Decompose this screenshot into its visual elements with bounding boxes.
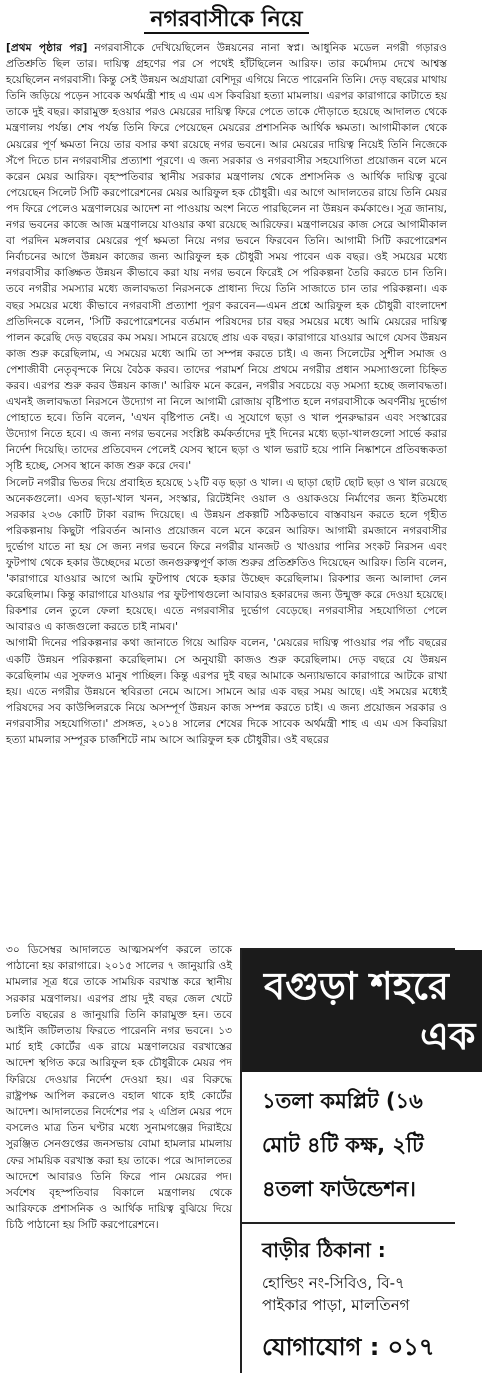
ad-title-line-1: বগুড়া শহরে [264,964,449,1008]
article-headline [0,2,453,38]
ad-divider [242,1222,455,1224]
ad-address-line-1: হোল্ডিং নং-সিবিও, বি-৭ [262,1274,405,1292]
ad-detail-line-1: ১তলা কমপ্লিট (১৬ [262,1089,423,1113]
column-paragraph: ৩০ ডিসেম্বর আদালতে আত্মসমর্পণ করলে তাকে পাঠানো হয় কারাগারে। ২০১৫ সালের ৭ জানুয়ারি ওই মামলার সূত্র ধরে তাকে সাময়িক বরখাস্ত করে স্থানীয় সরকার মন্ত্রণালয়। এরপর প্রায় দুই বছর জেল খেটে চলতি বছরের ৪ জানুয়ারি তিনি কারামুক্ত হন। তবে আইনি জটিলতায় ফিরতে পারেননি নগর ভবনে। ১৩ মার্চ হাই কোর্টের এক রায়ে মন্ত্রণালয়ের বরখাস্তের আদেশ স্থগিত করে আরিফুল হক চৌধুরীকে মেয়র পদ ফিরিয়ে দেওয়ার নির্দেশ দেওয়া হয়। এর বিরুদ্ধে রাষ্ট্রপক্ষ আপিল করলেও বহাল থাকে হাই কোর্টের আদেশ। আদালতের নির্দেশের পর ২ এপ্রিল মেয়র পদে বসলেও মাত্র তিন ঘণ্টার মধ্যে সুনামগঞ্জের দিরাইয়ে সুরঞ্জিত সেনগুপ্তের জনসভায় বোমা হামলার মামলায় ফের সাময়িক বরখাস্ত করা হয় তাকে। পরে আদালতের আদেশে আবারও তিনি ফিরে পান মেয়রের পদ। সর্বশেষ বৃহস্পতিবার বিকালে মন্ত্রণালয় থেকে আরিফকে প্রশাসনিক ও আর্থিক দায়িত্ব বুঝিয়ে দিয়ে চিঠি পাঠানো হয় সিটি করপোরেশনে। [6,944,232,1232]
ad-detail-line-2: মোট ৪টি কক্ষ, ২টি [262,1133,424,1157]
headline-text: নগরবাসীকে নিয়ে [144,7,308,34]
article-column-continuation [6,942,232,1367]
lead-paragraph [6,40,447,475]
paragraph-3: আগামী দিনের পরিকল্পনার কথা জানাতে গিয়ে আরিফ বলেন, 'মেয়রের দায়িত্ব পাওয়ার পর পাঁচ বছরের একটি উন্নয়ন পরিকল্পনা করেছিলাম। সে অনুযায়ী কাজও শুরু করেছিলাম। দেড় বছরে যে উন্নয়ন করেছিলাম এর সুফলও মানুষ পাচ্ছিল। কিন্তু এরপর দুই বছর আমাকে অন্যায়ভাবে কারাগারে আটকে রাখা হয়। এতে নগরীর উন্নয়নে স্থবিরতা নেমে আসে। সামনে আর এক বছর সময় আছে। এই সময়ের মধ্যেই পরিষদের সব কাউন্সিলরকে নিয়ে অসম্পূর্ণ উন্নয়ন কাজ সম্পন্ন করতে চাই। এ জন্য প্রয়োজন সরকার ও নগরবাসীর সহযোগিতা।' প্রসঙ্গত, ২০১৪ সালের শেষের দিকে সাবেক অর্থমন্ত্রী শাহ এ এম এস কিবরিয়া হত্যা মামলার সম্পূরক চার্জশিটে নাম আসে আরিফুল হক চৌধুরীর। ওই বছরের [6,637,447,747]
ad-header-banner [242,950,482,1072]
ad-address-label: বাড়ীর ঠিকানা : [262,1238,386,1262]
ad-address-line-2: পাইকার পাড়া, মালতিনগ [262,1296,410,1314]
paragraph-2: সিলেট নগরীর ভিতর দিয়ে প্রবাহিত হয়েছে ১২টি বড় ছড়া ও খাল। এ ছাড়া ছোট ছোট ছড়া ও খাল রয়েছে অনেকগুলো। এসব ছড়া-খাল খনন, সংস্কার, রিটেইনিং ওয়াল ও ওয়াকওয়ে নির্মাণের জন্য ইতিমধ্যে সরকার ২৩৬ কোটি টাকা বরাদ্দ দিয়েছে। এ উন্নয়ন প্রকল্পটি সঠিকভাবে বাস্তবায়ন করতে হলে গৃহীত পরিকল্পনায় কিছুটা পরিবর্তন আনাও প্রয়োজন বলে মনে করেন আরিফ। আগামী রমজানে নগরবাসীর দুর্ভোগ যাতে না হয় সে জন্য নগর ভবনে ফিরে নগরীর যানজট ও খাওয়ার পানির সংকট নিরসন এবং ফুটপাথ থেকে হকার উচ্ছেদের মতো জনগুরুত্বপূর্ণ কাজ শুরুর প্রতিশ্রুতিও দিয়েছেন আরিফ। তিনি বলেন, 'কারাগারে যাওয়ার আগে আমি ফুটপাথ থেকে হকার উচ্ছেদ করেছিলাম। রিকশার জন্য আলাদা লেন করেছিলাম। কিন্তু কারাগারে যাওয়ার পর ফুটপাথগুলো আবারও হকারদের জন্য উন্মুক্ত করে দেওয়া হয়েছে। রিকশার লেন তুলে ফেলা হয়েছে। এতে নগরবাসীর দুর্ভোগ বেড়েছে। নগরবাসীর সহযোগিতা পেলে আবারও এ কাজগুলো করতে চাই নামব।' [6,476,447,634]
lead-text: নগরবাসীকে দেখিয়েছিলেন উন্নয়নের নানা স্বপ্ন। আধুনিক মডেল নগরী গড়ারও প্রতিশ্রুতি ছিল তার। দায়িত্ব গ্রহণের পর সে পথেই হাঁটছিলেন আরিফ। তার কর্মোদ্যম দেখে আশ্বস্ত হয়েছিলেন নগরবাসী। কিন্তু সেই উন্নয়ন অগ্রযাত্রা বেশিদূর এগিয়ে নিতে পারেননি তিনি। দেড় বছরের মাথায় তিনি জড়িয়ে পড়েন সাবেক অর্থমন্ত্রী শাহ এ এম এস কিবরিয়া হত্যা মামলায়। এরপর কারাগারে কাটাতে হয় তাকে দুই বছর। কারামুক্ত হওয়ার পরও মেয়রের দায়িত্ব ফিরে পেতে তাকে দৌড়াতে হয়েছে আদালত থেকে মন্ত্রণালয় পর্যন্ত। শেষ পর্যন্ত তিনি ফিরে পেয়েছেন মেয়রের প্রশাসনিক আর্থিক ক্ষমতা। আগামীকাল থেকে মেয়রের পূর্ণ ক্ষমতা নিয়ে তার বসার কথা রয়েছে নগর ভবনে। আর মেয়রের দায়িত্ব নিয়েই তিনি নিজেকে সঁপে দিতে চান নগরবাসীর প্রত্যাশা পূরণে। এ জন্য সরকার ও নগরবাসীর সহযোগিতা প্রয়োজন বলে মনে করেন মেয়র আরিফ। বৃহস্পতিবার স্থানীয় সরকার মন্ত্রণালয় থেকে প্রশাসনিক ও আর্থিক দায়িত্ব বুঝে পেয়েছেন সিলেট সিটি করপোরেশনের মেয়র আরিফুল হক চৌধুরী। এর আগে আদালতের রায়ে তিনি মেয়র পদ ফিরে পেলেও মন্ত্রণালয়ের আদেশ না পাওয়ায় অংশ নিতে পারছিলেন না উন্নয়ন কর্মকাণ্ডে। সূত্র জানায়, নগর ভবনের কাজে আজ মন্ত্রণালয়ে যাওয়ার কথা রয়েছে আরিফের। মন্ত্রণালয়ের কাজ সেরে আগামীকাল বা পরদিন মঙ্গলবার মেয়রের পূর্ণ ক্ষমতা নিয়ে নগর ভবনে ফিরবেন তিনি। আগামী সিটি করপোরেশন নির্বাচনের আগে উন্নয়ন কাজের জন্য আরিফুল হক চৌধুরী সময় পাবেন এক বছর। ওই সময়ের মধ্যে নগরবাসীর কাঙ্ক্ষিত উন্নয়ন কীভাবে করা যায় নগর ভবনে ফিরেই সে পরিকল্পনা তৈরি করতে চান তিনি। তবে নগরীর সমস্যার মধ্যে জলাবদ্ধতা নিরসনকে প্রাধান্য দিয়ে তিনি সাজাতে চান তার পরিকল্পনা। এক বছর সময়ের মধ্যে কীভাবে নগরবাসী প্রত্যাশা পূরণ করবেন—এমন প্রশ্নে আরিফুল হক চৌধুরী বাংলাদেশ প্রতিদিনকে বলেন, 'সিটি করপোরেশনের বর্তমান পরিষদের চার বছর সময়ের মধ্যে আমি মেয়রের দায়িত্ব পালন করেছি দেড় বছরের কম সময়। সামনে রয়েছে প্রায় এক বছর। কারাগারে যাওয়ার আগে যেসব উন্নয়ন কাজ শুরু করেছিলাম, এ সময়ের মধ্যে আমি তা সম্পন্ন করতে চাই। এ জন্য সিলেটের সুশীল সমাজ ও পেশাজীবী নেতৃবৃন্দকে নিয়ে বৈঠক করব। তাদের পরামর্শ নিয়ে প্রথমে নগরীর প্রধান সমস্যাগুলো চিহ্নিত করব। এরপর শুরু করব উন্নয়ন কাজ।' আরিফ মনে করেন, নগরীর সবচেয়ে বড় সমস্যা হচ্ছে জলাবদ্ধতা। এখনই জলাবদ্ধতা নিরসনে উদ্যোগ না নিলে আগামী রোজায় বৃষ্টিপাত হলে নগরবাসীকে অবর্ণনীয় দুর্ভোগ পোহাতে হবে। তিনি বলেন, 'এখন বৃষ্টিপাত নেই। এ সুযোগে ছড়া ও খাল পুনরুদ্ধারন এবং সংস্কারের উদ্যোগ নিতে হবে। এ জন্য নগর ভবনের সংশ্লিষ্ট কর্মকর্তাদের দুই দিনের মধ্যে ছড়া-খালগুলো সার্ভে করার নির্দেশ দিয়েছি। তাদের প্রতিবেদন পেলেই যেসব স্থানে ছড়া ও খাল ভরাট হয়ে পানি নিষ্কাশনে প্রতিবন্ধকতা সৃষ্টি হচ্ছে, সেসব স্থানে কাজ শুরু করে দেব।' [6,42,447,473]
ad-contact: যোগাযোগ : ০১৭ [262,1333,435,1361]
ad-detail-line-3: ৪তলা ফাউন্ডেশন। [262,1177,416,1201]
article-body [6,40,447,940]
classified-advertisement [240,948,476,1373]
ad-title-line-2: এক [420,1014,476,1058]
continuation-kicker: [প্রথম পৃষ্ঠার পর] [6,42,88,54]
